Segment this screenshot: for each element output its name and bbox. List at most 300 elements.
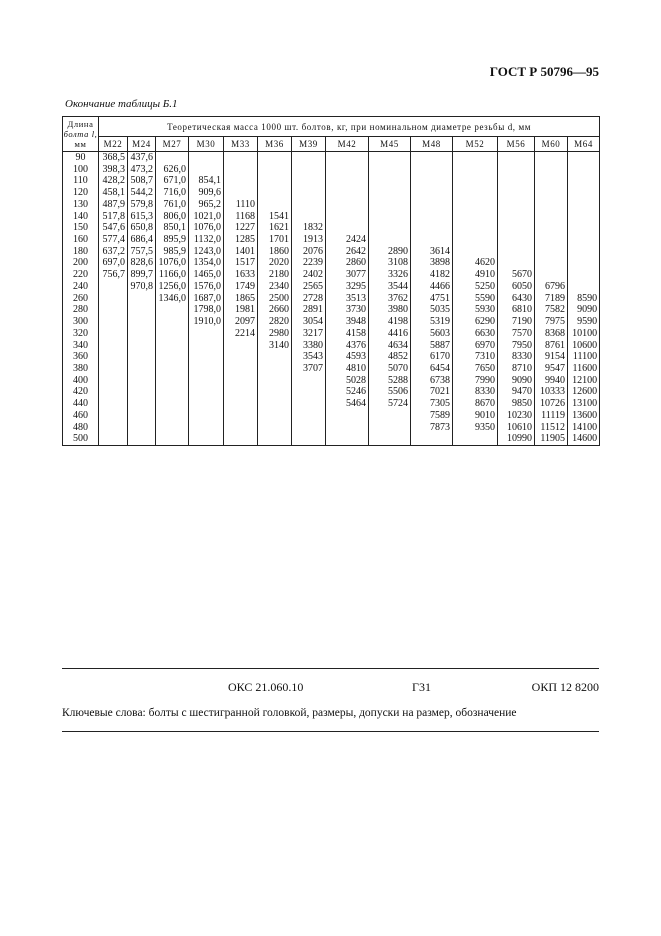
mass-cell — [99, 316, 128, 328]
mass-cell: 508,7 — [128, 175, 156, 187]
mass-cell: 2642 — [326, 246, 369, 258]
mass-cell: 577,4 — [99, 234, 128, 246]
mass-cell: 368,5 — [99, 152, 128, 164]
length-cell: 480 — [63, 422, 99, 434]
mass-cell — [453, 433, 498, 445]
mass-cell: 650,8 — [128, 222, 156, 234]
length-cell: 460 — [63, 410, 99, 422]
group-code: Г31 — [412, 680, 431, 694]
mass-cell: 4376 — [326, 340, 369, 352]
mass-cell: 9547 — [535, 363, 568, 375]
mass-cell: 2239 — [292, 257, 326, 269]
mass-cell: 9470 — [498, 386, 535, 398]
mass-cell: 1687,0 — [189, 293, 224, 305]
mass-cell: 7582 — [535, 304, 568, 316]
mass-cell — [292, 422, 326, 434]
length-header-line: мм — [74, 139, 87, 149]
diameter-header: М42 — [326, 137, 369, 152]
table-row — [63, 351, 600, 363]
mass-cell: 11119 — [535, 410, 568, 422]
mass-cell: 7190 — [498, 316, 535, 328]
mass-cell: 1865 — [224, 293, 258, 305]
mass-cell: 1256,0 — [156, 281, 189, 293]
length-cell: 200 — [63, 257, 99, 269]
mass-cell: 2500 — [258, 293, 292, 305]
mass-cell: 686,4 — [128, 234, 156, 246]
mass-cell: 579,8 — [128, 199, 156, 211]
mass-cell — [568, 234, 600, 246]
footer-top-rule — [62, 668, 599, 669]
mass-cell: 6290 — [453, 316, 498, 328]
mass-cell: 3543 — [292, 351, 326, 363]
mass-cell: 806,0 — [156, 211, 189, 223]
mass-cell — [128, 363, 156, 375]
table-row — [63, 257, 600, 269]
mass-cell: 5250 — [453, 281, 498, 293]
mass-cell — [369, 199, 411, 211]
mass-cell: 13100 — [568, 398, 600, 410]
mass-cell: 10230 — [498, 410, 535, 422]
mass-cell: 473,2 — [128, 164, 156, 176]
mass-cell — [224, 398, 258, 410]
mass-cell — [224, 386, 258, 398]
mass-cell: 895,9 — [156, 234, 189, 246]
mass-cell: 2820 — [258, 316, 292, 328]
table-row — [63, 363, 600, 375]
mass-cell: 2180 — [258, 269, 292, 281]
mass-cell — [224, 187, 258, 199]
mass-cell — [326, 199, 369, 211]
bolt-mass-table — [62, 116, 600, 446]
mass-cell — [128, 375, 156, 387]
mass-cell — [411, 222, 453, 234]
diameter-header: М64 — [568, 137, 600, 152]
mass-cell: 1749 — [224, 281, 258, 293]
mass-cell: 1346,0 — [156, 293, 189, 305]
mass-cell: 11600 — [568, 363, 600, 375]
mass-cell — [128, 304, 156, 316]
keywords-line: Ключевые слова: болты с шестигранной головкой, размеры, допуски на размер, обозначение — [62, 707, 517, 719]
mass-cell: 1166,0 — [156, 269, 189, 281]
mass-cell: 6454 — [411, 363, 453, 375]
mass-cell — [535, 199, 568, 211]
mass-cell: 2860 — [326, 257, 369, 269]
mass-cell — [128, 433, 156, 445]
mass-cell: 487,9 — [99, 199, 128, 211]
mass-cell: 12600 — [568, 386, 600, 398]
mass-cell — [189, 340, 224, 352]
diameter-header: М45 — [369, 137, 411, 152]
mass-cell: 7950 — [498, 340, 535, 352]
mass-cell — [258, 175, 292, 187]
mass-cell: 5887 — [411, 340, 453, 352]
mass-cell — [128, 328, 156, 340]
mass-cell: 850,1 — [156, 222, 189, 234]
mass-cell: 3707 — [292, 363, 326, 375]
mass-cell — [156, 363, 189, 375]
mass-cell: 2402 — [292, 269, 326, 281]
length-cell: 180 — [63, 246, 99, 258]
mass-cell: 697,0 — [99, 257, 128, 269]
mass-cell: 11512 — [535, 422, 568, 434]
diameter-header-row — [63, 137, 600, 152]
mass-cell: 965,2 — [189, 199, 224, 211]
mass-cell — [568, 222, 600, 234]
mass-cell — [453, 234, 498, 246]
mass-cell: 6970 — [453, 340, 498, 352]
length-cell: 280 — [63, 304, 99, 316]
mass-cell: 4634 — [369, 340, 411, 352]
mass-cell: 5035 — [411, 304, 453, 316]
mass-cell: 5724 — [369, 398, 411, 410]
mass-cell: 9090 — [568, 304, 600, 316]
mass-cell: 7570 — [498, 328, 535, 340]
mass-cell — [99, 410, 128, 422]
diameter-header: М36 — [258, 137, 292, 152]
diameter-header: М60 — [535, 137, 568, 152]
diameter-header: М39 — [292, 137, 326, 152]
mass-cell — [411, 211, 453, 223]
table-row — [63, 328, 600, 340]
mass-cell: 909,6 — [189, 187, 224, 199]
table-row — [63, 422, 600, 434]
mass-cell: 10100 — [568, 328, 600, 340]
mass-cell: 14600 — [568, 433, 600, 445]
mass-cell: 7873 — [411, 422, 453, 434]
mass-cell — [258, 152, 292, 164]
mass-cell — [189, 398, 224, 410]
mass-cell — [99, 422, 128, 434]
mass-cell: 1517 — [224, 257, 258, 269]
diameter-header: М52 — [453, 137, 498, 152]
mass-cell — [156, 398, 189, 410]
mass-cell: 7305 — [411, 398, 453, 410]
document-code: ГОСТ Р 50796—95 — [489, 64, 599, 79]
mass-cell: 9590 — [568, 316, 600, 328]
mass-cell: 3730 — [326, 304, 369, 316]
mass-cell: 5930 — [453, 304, 498, 316]
mass-cell: 5028 — [326, 375, 369, 387]
length-cell: 360 — [63, 351, 99, 363]
mass-cell — [411, 164, 453, 176]
diameter-header: М33 — [224, 137, 258, 152]
mass-cell: 2565 — [292, 281, 326, 293]
mass-cell — [411, 234, 453, 246]
mass-cell — [99, 433, 128, 445]
mass-cell: 3614 — [411, 246, 453, 258]
table-row — [63, 211, 600, 223]
mass-cell: 756,7 — [99, 269, 128, 281]
mass-cell: 1076,0 — [156, 257, 189, 269]
mass-cell: 1285 — [224, 234, 258, 246]
diameter-header: М24 — [128, 137, 156, 152]
mass-cell: 3077 — [326, 269, 369, 281]
mass-cell: 10990 — [498, 433, 535, 445]
mass-cell: 1132,0 — [189, 234, 224, 246]
mass-cell — [535, 152, 568, 164]
mass-cell — [99, 363, 128, 375]
mass-cell: 637,2 — [99, 246, 128, 258]
mass-cell: 7310 — [453, 351, 498, 363]
mass-cell: 3380 — [292, 340, 326, 352]
mass-cell — [258, 398, 292, 410]
mass-cell — [568, 269, 600, 281]
mass-cell: 2076 — [292, 246, 326, 258]
mass-cell: 1168 — [224, 211, 258, 223]
mass-cell — [453, 187, 498, 199]
mass-cell: 4182 — [411, 269, 453, 281]
mass-cell: 4416 — [369, 328, 411, 340]
mass-cell — [224, 351, 258, 363]
mass-cell — [156, 328, 189, 340]
mass-cell — [189, 328, 224, 340]
mass-cell — [189, 386, 224, 398]
mass-cell: 6430 — [498, 293, 535, 305]
mass-cell — [99, 293, 128, 305]
length-cell: 120 — [63, 187, 99, 199]
mass-cell — [258, 386, 292, 398]
mass-cell: 10610 — [498, 422, 535, 434]
mass-cell: 13600 — [568, 410, 600, 422]
length-cell: 110 — [63, 175, 99, 187]
mass-cell: 1465,0 — [189, 269, 224, 281]
length-cell: 500 — [63, 433, 99, 445]
length-cell: 240 — [63, 281, 99, 293]
mass-cell — [411, 187, 453, 199]
mass-cell: 10333 — [535, 386, 568, 398]
mass-cell: 9154 — [535, 351, 568, 363]
mass-cell — [369, 234, 411, 246]
mass-cell — [189, 363, 224, 375]
mass-cell: 12100 — [568, 375, 600, 387]
length-cell: 160 — [63, 234, 99, 246]
mass-cell: 1401 — [224, 246, 258, 258]
mass-cell — [189, 152, 224, 164]
mass-cell — [568, 257, 600, 269]
mass-cell — [326, 187, 369, 199]
mass-header: Теоретическая масса 1000 шт. болтов, кг, при номинальном диаметре резьбы d, мм — [99, 117, 600, 137]
mass-cell: 970,8 — [128, 281, 156, 293]
table-row — [63, 175, 600, 187]
mass-cell — [258, 375, 292, 387]
table-row — [63, 246, 600, 258]
table-row — [63, 386, 600, 398]
mass-cell — [128, 422, 156, 434]
mass-cell: 1110 — [224, 199, 258, 211]
mass-cell — [99, 375, 128, 387]
mass-cell: 14100 — [568, 422, 600, 434]
mass-cell — [128, 410, 156, 422]
mass-cell — [326, 410, 369, 422]
mass-cell: 1541 — [258, 211, 292, 223]
mass-cell — [535, 187, 568, 199]
mass-cell: 5246 — [326, 386, 369, 398]
mass-cell: 3326 — [369, 269, 411, 281]
mass-cell — [258, 199, 292, 211]
mass-cell — [369, 222, 411, 234]
mass-cell — [326, 211, 369, 223]
table-row — [63, 410, 600, 422]
mass-cell: 4198 — [369, 316, 411, 328]
mass-cell — [498, 187, 535, 199]
mass-cell — [498, 175, 535, 187]
mass-cell — [568, 164, 600, 176]
mass-cell: 1832 — [292, 222, 326, 234]
mass-cell — [258, 164, 292, 176]
length-cell: 400 — [63, 375, 99, 387]
mass-cell — [128, 293, 156, 305]
mass-cell: 517,8 — [99, 211, 128, 223]
table-row — [63, 340, 600, 352]
table-row — [63, 316, 600, 328]
mass-cell: 6630 — [453, 328, 498, 340]
mass-cell — [535, 175, 568, 187]
mass-cell: 1701 — [258, 234, 292, 246]
mass-cell — [156, 375, 189, 387]
mass-cell — [568, 281, 600, 293]
mass-cell: 6810 — [498, 304, 535, 316]
mass-cell: 10600 — [568, 340, 600, 352]
mass-cell: 7189 — [535, 293, 568, 305]
table-caption: Окончание таблицы Б.1 — [65, 98, 178, 110]
mass-cell — [189, 164, 224, 176]
mass-cell — [156, 410, 189, 422]
mass-cell: 5506 — [369, 386, 411, 398]
mass-cell: 1076,0 — [189, 222, 224, 234]
mass-cell: 1910,0 — [189, 316, 224, 328]
table-row — [63, 304, 600, 316]
mass-cell: 3544 — [369, 281, 411, 293]
mass-cell — [189, 351, 224, 363]
table-row — [63, 199, 600, 211]
mass-cell: 1798,0 — [189, 304, 224, 316]
okp-code: ОКП 12 8200 — [531, 680, 599, 694]
mass-cell — [128, 316, 156, 328]
mass-cell: 2097 — [224, 316, 258, 328]
mass-cell — [453, 199, 498, 211]
mass-cell: 7021 — [411, 386, 453, 398]
mass-cell: 3217 — [292, 328, 326, 340]
mass-cell — [224, 422, 258, 434]
mass-cell — [224, 363, 258, 375]
table-row — [63, 187, 600, 199]
mass-cell: 1633 — [224, 269, 258, 281]
diameter-header: М48 — [411, 137, 453, 152]
mass-cell — [128, 398, 156, 410]
mass-cell — [369, 422, 411, 434]
mass-cell — [156, 433, 189, 445]
mass-cell: 2728 — [292, 293, 326, 305]
mass-cell — [292, 410, 326, 422]
mass-cell — [535, 164, 568, 176]
mass-cell: 8670 — [453, 398, 498, 410]
mass-cell: 6796 — [535, 281, 568, 293]
mass-cell — [224, 375, 258, 387]
diameter-header: М27 — [156, 137, 189, 152]
mass-cell — [453, 246, 498, 258]
mass-cell — [128, 386, 156, 398]
mass-cell — [224, 175, 258, 187]
length-cell: 320 — [63, 328, 99, 340]
mass-cell — [498, 234, 535, 246]
mass-cell — [224, 152, 258, 164]
mass-cell: 899,7 — [128, 269, 156, 281]
mass-cell — [99, 328, 128, 340]
mass-cell: 1860 — [258, 246, 292, 258]
mass-cell: 8368 — [535, 328, 568, 340]
mass-cell — [258, 187, 292, 199]
mass-cell — [99, 340, 128, 352]
mass-cell: 5590 — [453, 293, 498, 305]
mass-cell — [453, 211, 498, 223]
mass-cell: 7650 — [453, 363, 498, 375]
length-cell: 150 — [63, 222, 99, 234]
mass-cell — [292, 187, 326, 199]
mass-cell — [128, 351, 156, 363]
mass-cell — [568, 187, 600, 199]
mass-cell: 3295 — [326, 281, 369, 293]
mass-cell: 8590 — [568, 293, 600, 305]
mass-cell: 437,6 — [128, 152, 156, 164]
mass-cell — [189, 410, 224, 422]
mass-cell: 2424 — [326, 234, 369, 246]
mass-cell: 547,6 — [99, 222, 128, 234]
length-column-header — [63, 117, 99, 152]
mass-cell: 4852 — [369, 351, 411, 363]
mass-cell — [326, 164, 369, 176]
mass-cell: 5288 — [369, 375, 411, 387]
mass-cell — [453, 222, 498, 234]
length-cell: 140 — [63, 211, 99, 223]
mass-cell — [189, 375, 224, 387]
mass-cell: 3762 — [369, 293, 411, 305]
mass-cell — [224, 410, 258, 422]
mass-cell — [453, 175, 498, 187]
mass-cell — [99, 351, 128, 363]
mass-cell — [369, 187, 411, 199]
mass-cell — [224, 433, 258, 445]
mass-cell — [292, 386, 326, 398]
mass-cell: 716,0 — [156, 187, 189, 199]
mass-cell — [99, 398, 128, 410]
mass-cell: 4158 — [326, 328, 369, 340]
mass-cell: 11905 — [535, 433, 568, 445]
mass-cell — [156, 304, 189, 316]
length-cell: 130 — [63, 199, 99, 211]
mass-cell: 4751 — [411, 293, 453, 305]
table-row — [63, 398, 600, 410]
mass-cell: 2890 — [369, 246, 411, 258]
mass-cell — [156, 152, 189, 164]
length-cell: 420 — [63, 386, 99, 398]
mass-cell: 5603 — [411, 328, 453, 340]
length-cell: 90 — [63, 152, 99, 164]
length-cell: 260 — [63, 293, 99, 305]
table-row — [63, 269, 600, 281]
mass-cell — [189, 433, 224, 445]
okc-code: ОКС 21.060.10 — [228, 680, 304, 694]
mass-cell — [411, 175, 453, 187]
mass-cell — [224, 340, 258, 352]
mass-cell — [326, 422, 369, 434]
footer-bottom-rule — [62, 731, 599, 732]
mass-cell — [369, 211, 411, 223]
mass-cell — [411, 433, 453, 445]
mass-cell: 7975 — [535, 316, 568, 328]
mass-cell — [498, 211, 535, 223]
mass-cell: 671,0 — [156, 175, 189, 187]
mass-cell: 3980 — [369, 304, 411, 316]
